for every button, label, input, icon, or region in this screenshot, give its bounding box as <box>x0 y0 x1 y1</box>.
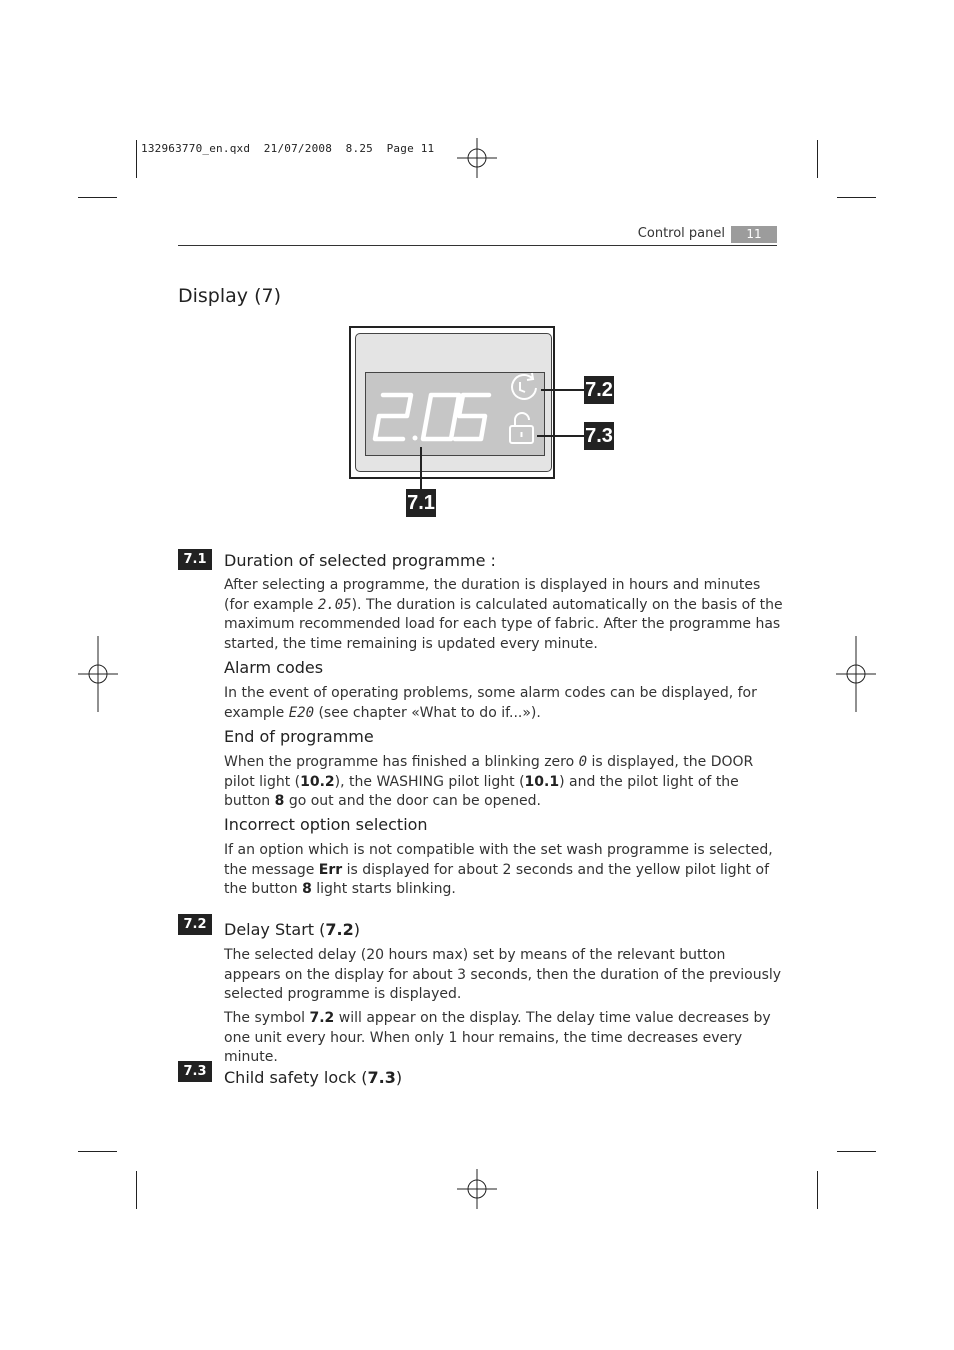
display-digits <box>375 395 489 441</box>
heading-duration: Duration of selected programme : <box>224 551 496 570</box>
heading-child-safety-lock: Child safety lock (7.3) <box>224 1068 403 1087</box>
segment-value: E20 <box>288 704 315 721</box>
padlock-icon <box>510 413 533 443</box>
section-badge-7-2: 7.2 <box>178 914 212 935</box>
section-badge-7-3: 7.3 <box>178 1061 212 1082</box>
display-figure <box>349 326 555 479</box>
segment-value: 0 <box>578 754 588 770</box>
header-rule <box>178 245 777 246</box>
callout-line-7-3 <box>537 435 584 437</box>
page-number: 11 <box>731 226 777 243</box>
crop-mark <box>136 140 137 178</box>
crop-mark <box>136 1171 137 1209</box>
section-badge-7-1: 7.1 <box>178 549 212 570</box>
crop-mark <box>817 140 818 178</box>
slug-line: 132963770_en.qxd 21/07/2008 8.25 Page 11 <box>141 142 435 155</box>
registration-mark-icon <box>78 636 118 712</box>
registration-mark-icon <box>836 636 876 712</box>
callout-7-1: 7.1 <box>406 489 436 517</box>
registration-mark-icon <box>457 138 497 178</box>
heading-delay-start: Delay Start (7.2) <box>224 920 360 939</box>
crop-mark <box>78 197 117 198</box>
paragraph-incorrect-option: If an option which is not compatible with the set wash programme is selected, the message Err is displayed for about 2 seconds and the yellow pilot light of the button 8 light starts blinking. <box>224 842 773 897</box>
section-title: Display (7) <box>178 285 281 307</box>
callout-7-3: 7.3 <box>584 422 614 450</box>
paragraph-end-of-programme: When the programme has finished a blinking zero 0 is displayed, the DOOR pilot light (10.2), the WASHING pilot light (10.1) and the pilot light of the button 8 go out and the door can be opened. <box>224 754 754 809</box>
crop-mark <box>837 1151 876 1152</box>
callout-line-7-1 <box>420 447 422 489</box>
heading-alarm-codes: Alarm codes <box>224 658 324 677</box>
paragraph-delay-symbol: The symbol 7.2 will appear on the display. The delay time value decreases by one unit every hour. When only 1 hour remains, the time decreases every minute. <box>224 1010 771 1065</box>
callout-line-7-2 <box>541 389 584 391</box>
paragraph-duration: After selecting a programme, the duration is displayed in hours and minutes (for example 2.05). The duration is calculated automatically on the basis of the maximum recommended load for each type of fabric. After the programme has started, the time remaining is updated every minute. <box>224 577 783 652</box>
crop-mark <box>817 1171 818 1209</box>
crop-mark <box>78 1151 117 1152</box>
registration-mark-icon <box>457 1169 497 1209</box>
running-head: Control panel <box>637 226 725 241</box>
heading-end-of-programme: End of programme <box>224 727 374 746</box>
segment-value: 2.05 <box>317 596 352 613</box>
delay-clock-icon <box>512 373 536 399</box>
heading-incorrect-option: Incorrect option selection <box>224 815 428 834</box>
crop-mark <box>837 197 876 198</box>
callout-7-2: 7.2 <box>584 376 614 404</box>
paragraph-delay-start: The selected delay (20 hours max) set by means of the relevant button appears on the display for about 3 seconds, then the duration of the previously selected programme is displayed. <box>224 947 782 1002</box>
paragraph-alarm-codes: In the event of operating problems, some alarm codes can be displayed, for example E20 (see chapter «What to do if...»). <box>224 685 757 721</box>
